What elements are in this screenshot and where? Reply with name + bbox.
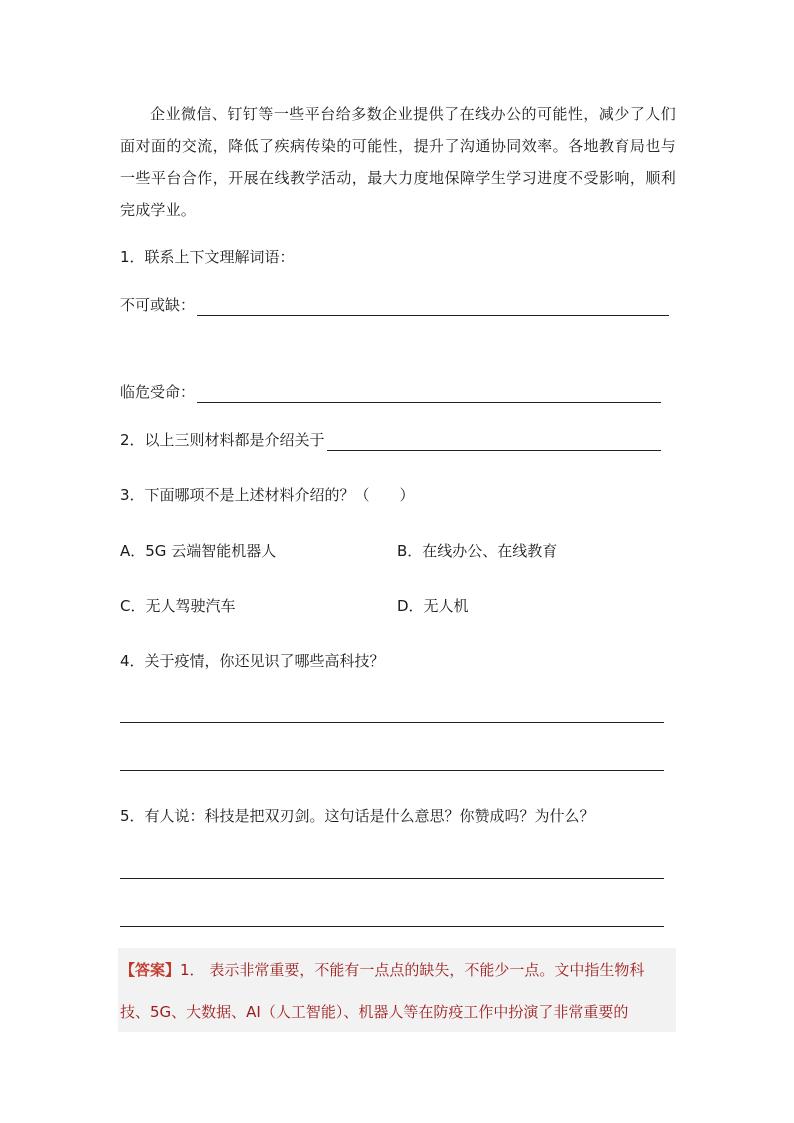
question-1-term-b-row — [120, 381, 661, 403]
question-5-answer-line-1[interactable] — [120, 878, 664, 879]
question-1-term-a-row — [120, 294, 669, 316]
question-2-prompt: 2．以上三则材料都是介绍关于 — [120, 431, 325, 449]
question-2-row — [120, 429, 661, 451]
question-3-prompt: 3．下面哪项不是上述材料介绍的？（ ） — [120, 486, 415, 504]
question-3-option-a[interactable]: A．5G 云端智能机器人 — [120, 542, 277, 560]
term-b-label: 临危受命： — [120, 383, 196, 401]
question-5-prompt: 5．有人说：科技是把双刃剑。这句话是什么意思？你赞成吗？为什么？ — [120, 807, 595, 825]
question-3-option-c[interactable]: C．无人驾驶汽车 — [120, 597, 236, 615]
answer-line-2: 技、5G、大数据、AI（人工智能）、机器人等在防疫工作中扮演了非常重要的 — [120, 1003, 629, 1021]
term-a-label: 不可或缺： — [120, 296, 196, 314]
reading-passage: 企业微信、钉钉等一些平台给多数企业提供了在线办公的可能性，减少了人们面对面的交流，降低了疾病传染的可能性，提升了沟通协同效率。各地教育局也与一些平台合作，开展在线教学活动，最大力度地保障学生学习进度不受影响，顺利完成学业。 — [120, 105, 676, 219]
answer-section — [118, 948, 676, 1032]
question-4-answer-line-2[interactable] — [120, 770, 664, 771]
question-5-answer-line-2[interactable] — [120, 926, 664, 927]
answer-line-1 — [118, 956, 646, 984]
answer-tag: 【答案】 — [120, 961, 181, 979]
question-3-option-b[interactable]: B．在线办公、在线教育 — [397, 542, 558, 560]
answer-line-1-text: 1． 表示非常重要，不能有一点点的缺失，不能少一点。文中指生物科 — [180, 961, 645, 979]
question-4-prompt: 4．关于疫情，你还见识了哪些高科技？ — [120, 652, 385, 670]
question-4-answer-line-1[interactable] — [120, 722, 664, 723]
question-2-answer-blank[interactable] — [327, 432, 661, 451]
term-a-answer-blank[interactable] — [197, 297, 669, 316]
question-1-prompt: 1．联系上下文理解词语： — [120, 248, 295, 266]
question-3-option-d[interactable]: D．无人机 — [397, 597, 469, 615]
term-b-answer-blank[interactable] — [197, 384, 661, 403]
